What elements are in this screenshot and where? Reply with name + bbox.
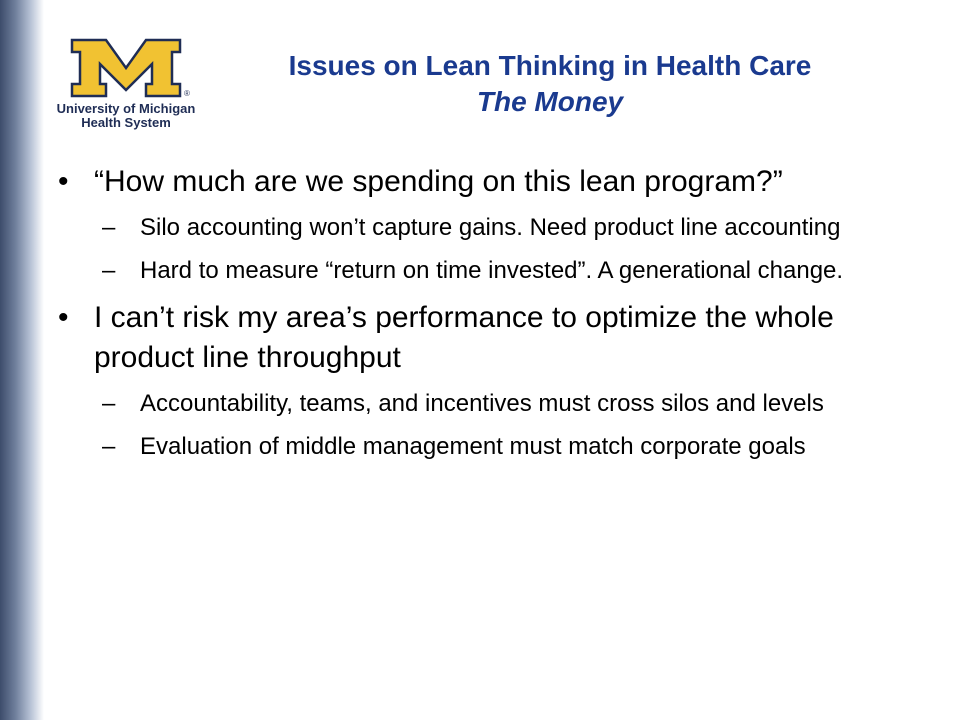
- dash-icon: –: [102, 214, 116, 241]
- sub-bullet-text: Evaluation of middle management must match corporate goals: [140, 433, 806, 460]
- sub-bullet-item: [58, 255, 918, 286]
- sub-bullet-text: Silo accounting won’t capture gains. Need product line accounting: [140, 214, 841, 241]
- slide-body: [58, 162, 918, 474]
- sub-bullet-item: [58, 212, 918, 243]
- slide-edge-gradient: [0, 0, 44, 720]
- logo-line-2: Health System: [81, 115, 171, 130]
- bullet-item: [58, 162, 918, 202]
- dash-icon: –: [102, 257, 116, 284]
- logo-line-1: University of Michigan: [56, 101, 196, 116]
- slide-header: [190, 48, 910, 120]
- bullet-icon: •: [58, 301, 69, 334]
- slide-title: Issues on Lean Thinking in Health Care: [288, 50, 812, 81]
- university-of-michigan-logo: [52, 38, 200, 132]
- bullet-text: I can’t risk my area’s performance to optimize the whole product line throughput: [94, 301, 834, 374]
- block-m-icon: [52, 38, 200, 98]
- sub-bullet-item: [58, 388, 918, 419]
- registered-mark: ®: [184, 89, 190, 98]
- bullet-text: “How much are we spending on this lean program?”: [94, 165, 783, 198]
- dash-icon: –: [102, 390, 116, 417]
- dash-icon: –: [102, 433, 116, 460]
- sub-bullet-text: Hard to measure “return on time invested”. A generational change.: [140, 257, 844, 284]
- sub-bullet-text: Accountability, teams, and incentives must cross silos and levels: [140, 390, 824, 417]
- bullet-item: [58, 298, 918, 378]
- bullet-group-2: [58, 298, 918, 462]
- bullet-group-1: [58, 162, 918, 286]
- bullet-icon: •: [58, 165, 69, 198]
- sub-bullet-item: [58, 431, 918, 462]
- slide-subtitle: The Money: [476, 86, 624, 117]
